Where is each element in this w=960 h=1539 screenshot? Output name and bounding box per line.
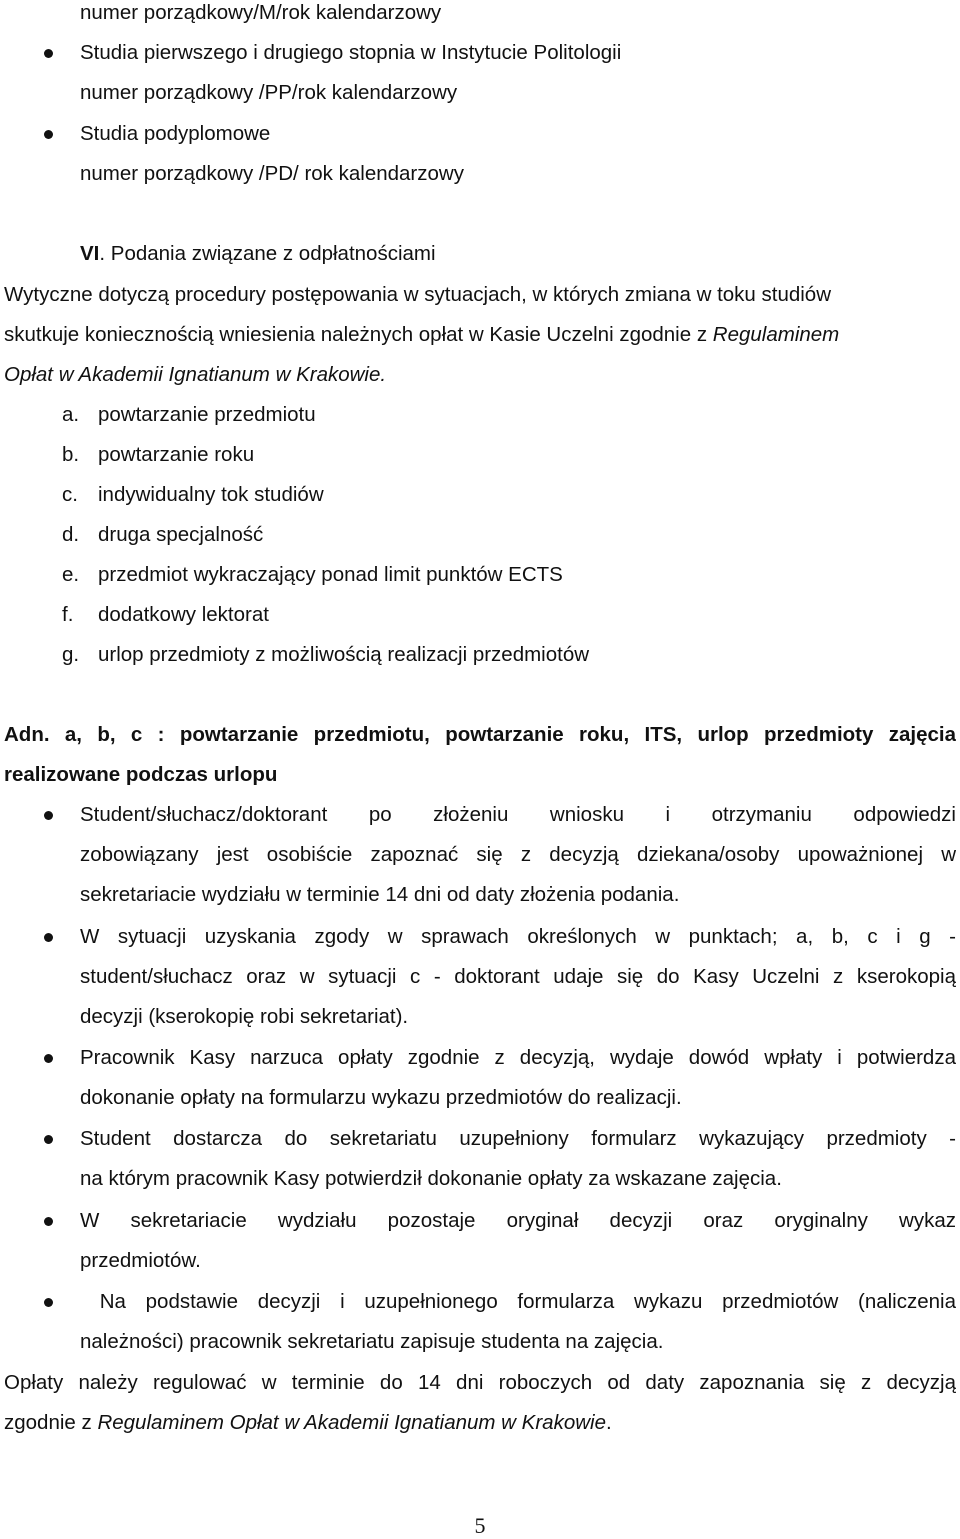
bullet-icon	[44, 1135, 53, 1144]
page-number: 5	[474, 1513, 486, 1538]
section-number: VI	[80, 242, 100, 265]
regulation-ref: Regulaminem Opłat w Akademii Ignatianum w Krakowie	[97, 1411, 606, 1434]
adn-line: Adn. a, b, c : powtarzanie przedmiotu, powtarzanie roku, ITS, urlop przedmioty zajęcia	[4, 723, 956, 746]
list-item: urlop przedmioty z możliwością realizacji przedmiotów	[98, 643, 590, 666]
procedure-line: przedmiotów.	[80, 1249, 201, 1272]
list-item: Studia pierwszego i drugiego stopnia w Instytucie Politologii	[80, 41, 622, 64]
bullet-icon	[44, 933, 53, 942]
text-span: .	[606, 1411, 612, 1434]
procedure-line: Pracownik Kasy narzuca opłaty zgodnie z decyzją, wydaje dowód wpłaty i potwierdza	[80, 1046, 956, 1069]
list-item: Studia podyplomowe	[80, 122, 271, 145]
procedure-line: Student dostarcza do sekretariatu uzupełniony formularz wykazujący przedmioty -	[80, 1127, 956, 1150]
section-title: . Podania związane z odpłatnościami	[99, 242, 436, 265]
list-letter: c.	[62, 483, 78, 506]
procedure-line: student/słuchacz oraz w sytuacji c - doktorant udaje się do Kasy Uczelni z kserokopią	[80, 965, 956, 988]
list-item: dodatkowy lektorat	[98, 603, 269, 626]
bullet-icon	[44, 1298, 53, 1307]
list-item: powtarzanie roku	[98, 443, 255, 466]
text-span: zgodnie z	[4, 1411, 98, 1434]
procedure-line: W sytuacji uzyskania zgody w sprawach określonych w punktach; a, b, c i g -	[80, 925, 956, 948]
list-letter: a.	[62, 403, 80, 426]
regulation-ref: Opłat w Akademii Ignatianum w Krakowie.	[4, 363, 387, 386]
bullet-icon	[44, 130, 53, 139]
procedure-line: decyzji (kserokopię robi sekretariat).	[80, 1005, 409, 1028]
procedure-line: Na podstawie decyzji i uzupełnionego formularza wykazu przedmiotów (naliczenia	[80, 1290, 956, 1313]
section-heading	[80, 241, 436, 267]
list-item: przedmiot wykraczający ponad limit punktów ECTS	[98, 563, 563, 586]
bullet-icon	[44, 1217, 53, 1226]
adn-line: realizowane podczas urlopu	[4, 763, 278, 786]
bullet-icon	[44, 1054, 53, 1063]
regulation-ref: Regulaminem	[712, 323, 840, 346]
list-line: numer porządkowy /PD/ rok kalendarzowy	[80, 162, 464, 185]
list-item: powtarzanie przedmiotu	[98, 403, 316, 426]
procedure-line: W sekretariacie wydziału pozostaje oryginał decyzji oraz oryginalny wykaz	[80, 1209, 956, 1232]
list-letter: g.	[62, 643, 80, 666]
list-line: numer porządkowy /PP/rok kalendarzowy	[80, 81, 458, 104]
list-line: numer porządkowy/M/rok kalendarzowy	[80, 1, 442, 24]
paragraph-line	[4, 322, 839, 348]
list-letter: d.	[62, 523, 80, 546]
bullet-icon	[44, 811, 53, 820]
closing-line: Opłaty należy regulować w terminie do 14 dni roboczych od daty zapoznania się z decyzją	[4, 1371, 956, 1394]
list-item: indywidualny tok studiów	[98, 483, 324, 506]
list-item: druga specjalność	[98, 523, 264, 546]
procedure-line: Student/słuchacz/doktorant po złożeniu wniosku i otrzymaniu odpowiedzi	[80, 803, 956, 826]
list-letter: f.	[62, 603, 74, 626]
text-span: skutkuje koniecznością wniesienia należnych opłat w Kasie Uczelni zgodnie z	[4, 323, 713, 346]
procedure-line: należności) pracownik sekretariatu zapisuje studenta na zajęcia.	[80, 1330, 664, 1353]
procedure-line: dokonanie opłaty na formularzu wykazu przedmiotów do realizacji.	[80, 1086, 682, 1109]
procedure-line: na którym pracownik Kasy potwierdził dokonanie opłaty za wskazane zajęcia.	[80, 1167, 782, 1190]
closing-line	[4, 1410, 612, 1436]
list-letter: e.	[62, 563, 80, 586]
procedure-line: zobowiązany jest osobiście zapoznać się z decyzją dziekana/osoby upoważnionej w	[80, 843, 956, 866]
paragraph-line: Wytyczne dotyczą procedury postępowania w sytuacjach, w których zmiana w toku studiów	[4, 283, 832, 306]
procedure-line: sekretariacie wydziału w terminie 14 dni od daty złożenia podania.	[80, 883, 680, 906]
list-letter: b.	[62, 443, 80, 466]
bullet-icon	[44, 49, 53, 58]
